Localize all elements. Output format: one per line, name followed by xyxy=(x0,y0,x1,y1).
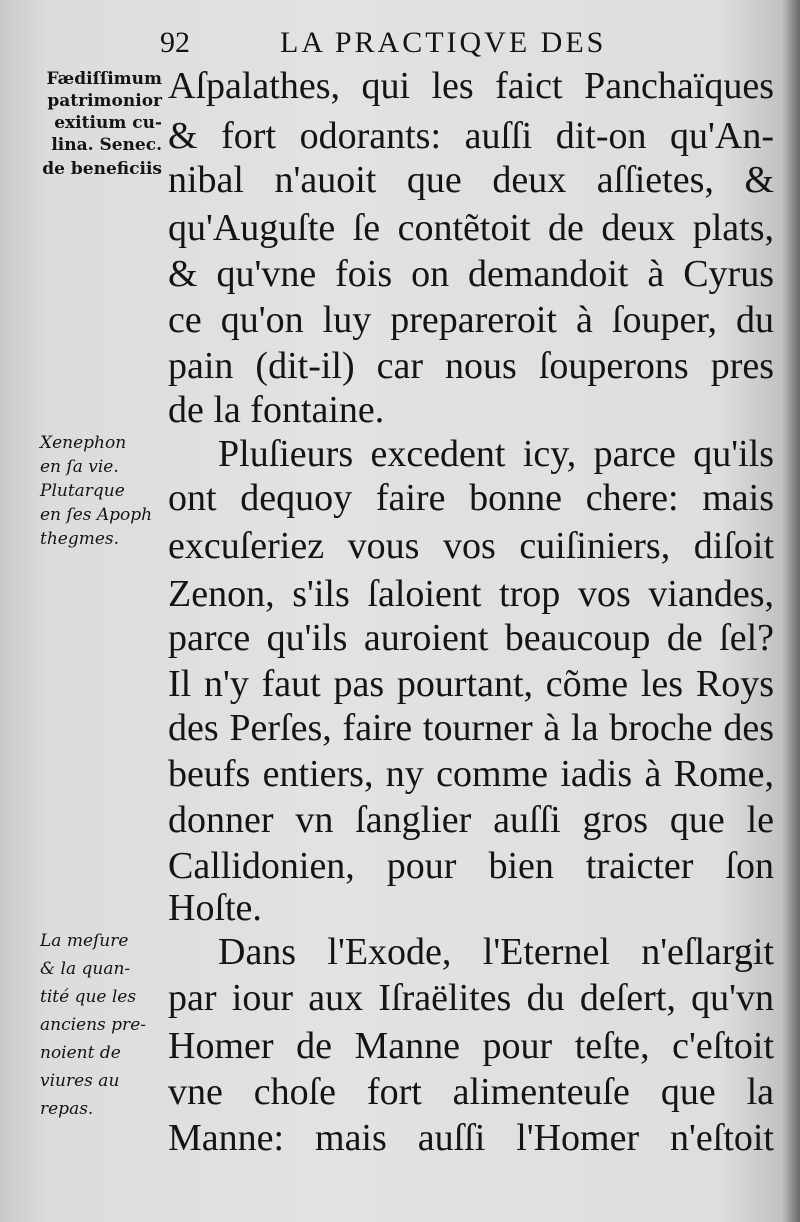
margin-note-line: en ſes Apoph xyxy=(40,505,153,525)
body-line: nibal n'auoit que deux aſſietes, & xyxy=(168,159,774,201)
margin-note-line: lina. Senec. xyxy=(51,135,162,155)
margin-note-line: Xenephon xyxy=(40,433,127,453)
body-line: Zenon, s'ils ſaloient trop vos viandes, xyxy=(168,573,774,615)
body-line: Pluſieurs excedent icy, parce qu'ils xyxy=(218,433,774,475)
body-line: pain (dit-il) car nous ſouperons pres xyxy=(168,345,774,387)
margin-note-line: en ſa vie. xyxy=(40,457,119,477)
body-line: donner vn ſanglier auſſi gros que le xyxy=(168,799,774,841)
body-line: Homer de Manne pour teſte, c'eſtoit xyxy=(168,1025,774,1067)
body-line: Aſpalathes, qui les faict Panchaïques xyxy=(168,65,774,107)
body-line: ont dequoy faire bonne chere: mais xyxy=(168,477,774,519)
margin-note-line: patrimonior xyxy=(47,91,162,111)
margin-note-line: de beneficiis xyxy=(42,159,162,179)
body-line: vne choſe fort alimenteuſe que la xyxy=(168,1071,774,1113)
page-header xyxy=(160,22,780,66)
body-line: Hoſte. xyxy=(168,887,262,929)
body-line: des Perſes, faire tourner à la broche des xyxy=(168,707,774,749)
body-line: qu'Auguſte ſe contẽtoit de deux plats, xyxy=(168,207,774,249)
body-line: & qu'vne fois on demandoit à Cyrus xyxy=(168,253,774,295)
margin-note-line: anciens pre- xyxy=(40,1015,146,1035)
body-line: & fort odorants: auſſi dit-on qu'An- xyxy=(168,115,774,157)
running-title: LA PRACTIQVE DES xyxy=(280,26,607,59)
body-line: ce qu'on luy prepareroit à ſouper, du xyxy=(168,299,774,341)
body-line: excuſeriez vous vos cuiſiniers, diſoit xyxy=(168,525,774,567)
body-line: Callidonien, pour bien traicter ſon xyxy=(168,845,774,887)
margin-note-line: tité que les xyxy=(40,987,137,1007)
body-line: Il n'y faut pas pourtant, cõme les Roys xyxy=(168,663,774,705)
body-line: parce qu'ils auroient beaucoup de ſel? xyxy=(168,617,774,659)
page-edge-shadow xyxy=(782,0,800,1222)
margin-note-line: Plutarque xyxy=(40,481,125,501)
margin-note-line: La meſure xyxy=(40,931,129,951)
margin-note-line: exitium cu- xyxy=(54,113,162,133)
margin-note-line: Fædiſſimum xyxy=(46,69,162,89)
margin-note-line: repas. xyxy=(40,1099,94,1119)
page-number: 92 xyxy=(160,26,190,59)
body-line: par iour aux Iſraëlites du deſert, qu'vn xyxy=(168,977,774,1019)
margin-note-line: thegmes. xyxy=(40,529,120,549)
body-line: Manne: mais auſſi l'Homer n'eſtoit xyxy=(168,1117,774,1159)
margin-note-line: & la quan- xyxy=(40,959,131,979)
body-line: de la fontaine. xyxy=(168,389,385,431)
body-line: Dans l'Exode, l'Eternel n'eſlargit xyxy=(218,931,774,973)
margin-note-line: viures au xyxy=(40,1071,120,1091)
body-line: beufs entiers, ny comme iadis à Rome, xyxy=(168,753,774,795)
margin-note-line: noient de xyxy=(40,1043,121,1063)
